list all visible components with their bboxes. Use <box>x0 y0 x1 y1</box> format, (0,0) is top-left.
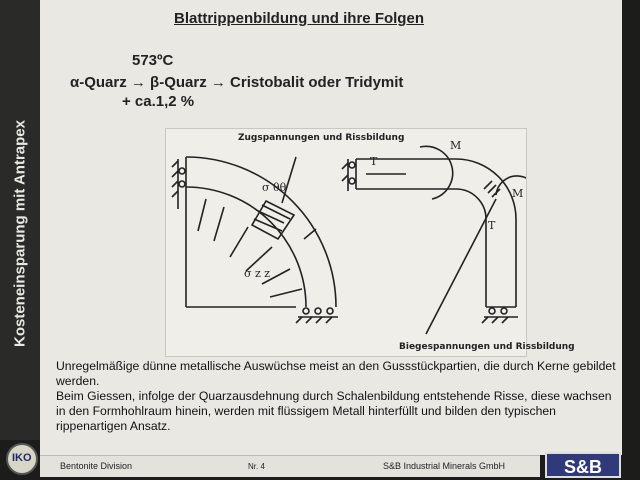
tension-symbol-left: T <box>370 155 378 168</box>
stress-diagram-drawing <box>166 129 526 356</box>
paragraph-2: Beim Giessen, infolge der Quarzausdehnung durch Schalenbildung entstehende Risse, diese wachsen in den Formhohlraum hinein, werden mit flüssigem Metall hinterfüllt und bilden den typischen rippenartigen Ansatz. <box>56 389 612 433</box>
division-label: Bentonite Division <box>60 461 133 471</box>
footer-bar <box>40 455 540 477</box>
footer <box>0 455 640 480</box>
slide-title: Blattrippenbildung und ihre Folgen <box>174 10 424 27</box>
bending-label: Biegespannungen und Rissbildung <box>399 342 575 352</box>
right-inner-edge <box>356 189 486 307</box>
moment-symbol-top: M <box>450 139 462 152</box>
transition-temperature: 573ºC <box>132 52 174 69</box>
body-text <box>56 359 616 434</box>
page-number: Nr. 4 <box>248 462 265 471</box>
iko-logo <box>6 443 38 475</box>
paragraph-1: Unregelmäßige dünne metallische Auswüchse meist an den Gussstückpartien, die durch Kerne gebildet werden. <box>56 359 616 388</box>
sigma-theta-symbol: σ θθ <box>262 181 287 194</box>
company-name: S&B Industrial Minerals GmbH <box>383 461 506 471</box>
volume-change: + ca.1,2 % <box>122 93 195 110</box>
sidebar <box>0 0 40 440</box>
tension-label: Zugspannungen und Rissbildung <box>238 133 405 143</box>
sidebar-title: Kosteneinsparung mit Antrapex <box>11 120 29 347</box>
phase-reaction: α-Quarz → β-Quarz → Cristobalit oder Tridymit <box>70 74 404 91</box>
sigma-z-symbol: σ z z <box>244 267 271 280</box>
sb-logo: S&B <box>545 452 621 478</box>
stress-diagram <box>165 128 575 357</box>
iko-logo-text: IKO <box>12 452 32 464</box>
tension-symbol-right: T <box>488 219 496 232</box>
slide <box>40 0 622 455</box>
moment-symbol-right: M <box>512 187 524 200</box>
